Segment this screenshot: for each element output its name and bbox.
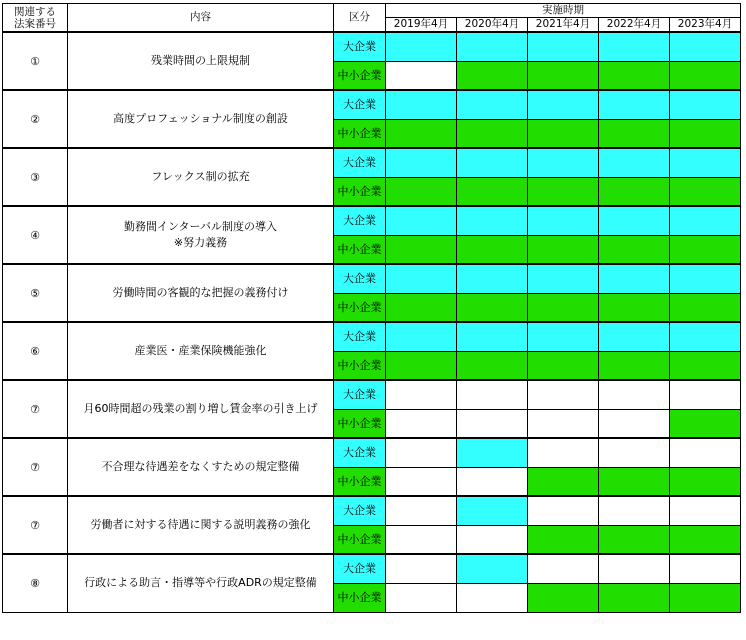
period-cell-sme-2 — [528, 177, 599, 206]
period-cell-sme-3 — [599, 583, 670, 612]
period-cell-sme-1 — [457, 293, 528, 322]
period-cell-sme-2 — [528, 293, 599, 322]
law-number-cell: ⑥ — [3, 322, 68, 380]
period-cell-large-1 — [457, 32, 528, 61]
law-number-cell: ⑦ — [3, 496, 68, 554]
period-cell-large-2 — [528, 148, 599, 177]
header-year: 2022年4月 — [599, 18, 670, 33]
category-large: 大企業 — [334, 438, 386, 467]
content-cell: 月60時間超の残業の割り増し賃金率の引き上げ — [68, 380, 334, 438]
period-cell-large-3 — [599, 322, 670, 351]
period-cell-sme-4 — [670, 351, 741, 380]
content-cell: 勤務間インターバル制度の導入 ※努力義務 — [68, 206, 334, 264]
period-cell-large-2 — [528, 554, 599, 583]
period-cell-large-4 — [670, 322, 741, 351]
period-cell-sme-2 — [528, 351, 599, 380]
table-row — [3, 264, 741, 293]
law-number-cell: ② — [3, 90, 68, 148]
period-cell-large-2 — [528, 90, 599, 119]
period-cell-sme-4 — [670, 409, 741, 438]
category-sme: 中小企業 — [334, 467, 386, 496]
period-cell-large-0 — [386, 380, 457, 409]
period-cell-large-1 — [457, 554, 528, 583]
period-cell-sme-0 — [386, 177, 457, 206]
period-cell-sme-3 — [599, 409, 670, 438]
content-cell: 不合理な待遇差をなくすための規定整備 — [68, 438, 334, 496]
period-cell-large-3 — [599, 554, 670, 583]
period-cell-sme-4 — [670, 177, 741, 206]
period-cell-sme-1 — [457, 61, 528, 90]
period-cell-sme-0 — [386, 409, 457, 438]
period-cell-sme-0 — [386, 293, 457, 322]
category-sme: 中小企業 — [334, 119, 386, 148]
category-sme: 中小企業 — [334, 61, 386, 90]
period-cell-large-2 — [528, 496, 599, 525]
header-period: 実施時期 — [386, 4, 741, 18]
period-cell-sme-1 — [457, 235, 528, 264]
period-cell-sme-1 — [457, 119, 528, 148]
period-cell-large-2 — [528, 322, 599, 351]
category-large: 大企業 — [334, 264, 386, 293]
table-row — [3, 554, 741, 583]
period-cell-large-1 — [457, 496, 528, 525]
content-cell: フレックス制の拡充 — [68, 148, 334, 206]
period-cell-large-3 — [599, 438, 670, 467]
period-cell-large-4 — [670, 32, 741, 61]
period-cell-sme-2 — [528, 525, 599, 554]
header-year: 2019年4月 — [386, 18, 457, 33]
period-cell-large-2 — [528, 380, 599, 409]
law-number-cell: ⑧ — [3, 554, 68, 612]
period-cell-sme-0 — [386, 351, 457, 380]
period-cell-sme-1 — [457, 177, 528, 206]
period-cell-sme-2 — [528, 467, 599, 496]
category-sme: 中小企業 — [334, 525, 386, 554]
period-cell-large-3 — [599, 496, 670, 525]
period-cell-sme-0 — [386, 583, 457, 612]
period-cell-sme-4 — [670, 119, 741, 148]
period-cell-large-4 — [670, 148, 741, 177]
period-cell-sme-3 — [599, 525, 670, 554]
table-row — [3, 32, 741, 61]
period-cell-large-2 — [528, 264, 599, 293]
period-cell-sme-3 — [599, 293, 670, 322]
period-cell-sme-1 — [457, 467, 528, 496]
category-large: 大企業 — [334, 32, 386, 61]
category-large: 大企業 — [334, 380, 386, 409]
category-large: 大企業 — [334, 206, 386, 235]
period-cell-large-0 — [386, 438, 457, 467]
period-cell-large-0 — [386, 264, 457, 293]
category-large: 大企業 — [334, 322, 386, 351]
period-cell-large-0 — [386, 206, 457, 235]
period-cell-large-2 — [528, 206, 599, 235]
period-cell-sme-4 — [670, 583, 741, 612]
period-cell-large-1 — [457, 148, 528, 177]
period-cell-sme-2 — [528, 235, 599, 264]
table-row — [3, 496, 741, 525]
period-cell-sme-0 — [386, 525, 457, 554]
period-cell-large-0 — [386, 554, 457, 583]
period-cell-large-1 — [457, 90, 528, 119]
content-cell: 産業医・産業保険機能強化 — [68, 322, 334, 380]
period-cell-sme-4 — [670, 525, 741, 554]
table-row — [3, 90, 741, 119]
category-sme: 中小企業 — [334, 409, 386, 438]
period-cell-sme-1 — [457, 409, 528, 438]
period-cell-large-1 — [457, 206, 528, 235]
category-large: 大企業 — [334, 496, 386, 525]
category-large: 大企業 — [334, 148, 386, 177]
period-cell-large-4 — [670, 380, 741, 409]
period-cell-sme-0 — [386, 235, 457, 264]
period-cell-sme-4 — [670, 235, 741, 264]
period-cell-large-2 — [528, 438, 599, 467]
period-cell-large-4 — [670, 554, 741, 583]
period-cell-large-0 — [386, 496, 457, 525]
category-large: 大企業 — [334, 90, 386, 119]
category-sme: 中小企業 — [334, 177, 386, 206]
table-row — [3, 322, 741, 351]
period-cell-sme-3 — [599, 235, 670, 264]
period-cell-sme-3 — [599, 351, 670, 380]
period-cell-sme-4 — [670, 467, 741, 496]
period-cell-sme-2 — [528, 61, 599, 90]
implementation-schedule-table — [2, 3, 741, 613]
header-year: 2023年4月 — [670, 18, 741, 33]
period-cell-large-3 — [599, 148, 670, 177]
law-number-cell: ③ — [3, 148, 68, 206]
period-cell-sme-4 — [670, 61, 741, 90]
header-content: 内容 — [68, 4, 334, 33]
period-cell-large-1 — [457, 264, 528, 293]
period-cell-large-1 — [457, 322, 528, 351]
category-sme: 中小企業 — [334, 293, 386, 322]
content-cell: 労働時間の客観的な把握の義務付け — [68, 264, 334, 322]
header-category: 区分 — [334, 4, 386, 33]
period-cell-large-0 — [386, 32, 457, 61]
period-cell-sme-4 — [670, 293, 741, 322]
table-row — [3, 438, 741, 467]
period-cell-sme-1 — [457, 351, 528, 380]
category-sme: 中小企業 — [334, 583, 386, 612]
period-cell-large-0 — [386, 322, 457, 351]
period-cell-sme-2 — [528, 119, 599, 148]
category-sme: 中小企業 — [334, 351, 386, 380]
content-cell: 高度プロフェッショナル制度の創設 — [68, 90, 334, 148]
law-number-cell: ⑤ — [3, 264, 68, 322]
period-cell-sme-2 — [528, 409, 599, 438]
header-year: 2021年4月 — [528, 18, 599, 33]
period-cell-large-3 — [599, 90, 670, 119]
period-cell-sme-0 — [386, 119, 457, 148]
period-cell-sme-1 — [457, 525, 528, 554]
period-cell-large-4 — [670, 264, 741, 293]
period-cell-sme-0 — [386, 467, 457, 496]
period-cell-large-3 — [599, 264, 670, 293]
law-number-cell: ⑦ — [3, 438, 68, 496]
period-cell-sme-3 — [599, 61, 670, 90]
period-cell-large-3 — [599, 380, 670, 409]
period-cell-large-4 — [670, 496, 741, 525]
period-cell-sme-3 — [599, 467, 670, 496]
law-number-cell: ⑦ — [3, 380, 68, 438]
period-cell-sme-3 — [599, 119, 670, 148]
content-cell: 残業時間の上限規制 — [68, 32, 334, 90]
period-cell-large-2 — [528, 32, 599, 61]
period-cell-large-0 — [386, 90, 457, 119]
law-number-cell: ① — [3, 32, 68, 90]
law-number-cell: ④ — [3, 206, 68, 264]
period-cell-sme-1 — [457, 583, 528, 612]
period-cell-large-3 — [599, 206, 670, 235]
table-row — [3, 148, 741, 177]
table-row — [3, 380, 741, 409]
period-cell-large-1 — [457, 438, 528, 467]
header-year: 2020年4月 — [457, 18, 528, 33]
content-cell: 労働者に対する待遇に関する説明義務の強化 — [68, 496, 334, 554]
period-cell-sme-3 — [599, 177, 670, 206]
category-large: 大企業 — [334, 554, 386, 583]
period-cell-large-1 — [457, 380, 528, 409]
period-cell-large-4 — [670, 206, 741, 235]
header-law-number: 関連する 法案番号 — [3, 4, 68, 33]
period-cell-large-4 — [670, 90, 741, 119]
period-cell-sme-2 — [528, 583, 599, 612]
period-cell-sme-0 — [386, 61, 457, 90]
category-sme: 中小企業 — [334, 235, 386, 264]
period-cell-large-0 — [386, 148, 457, 177]
table-row — [3, 206, 741, 235]
header-row — [3, 4, 741, 18]
content-cell: 行政による助言・指導等や行政ADRの規定整備 — [68, 554, 334, 612]
period-cell-large-3 — [599, 32, 670, 61]
period-cell-large-4 — [670, 438, 741, 467]
